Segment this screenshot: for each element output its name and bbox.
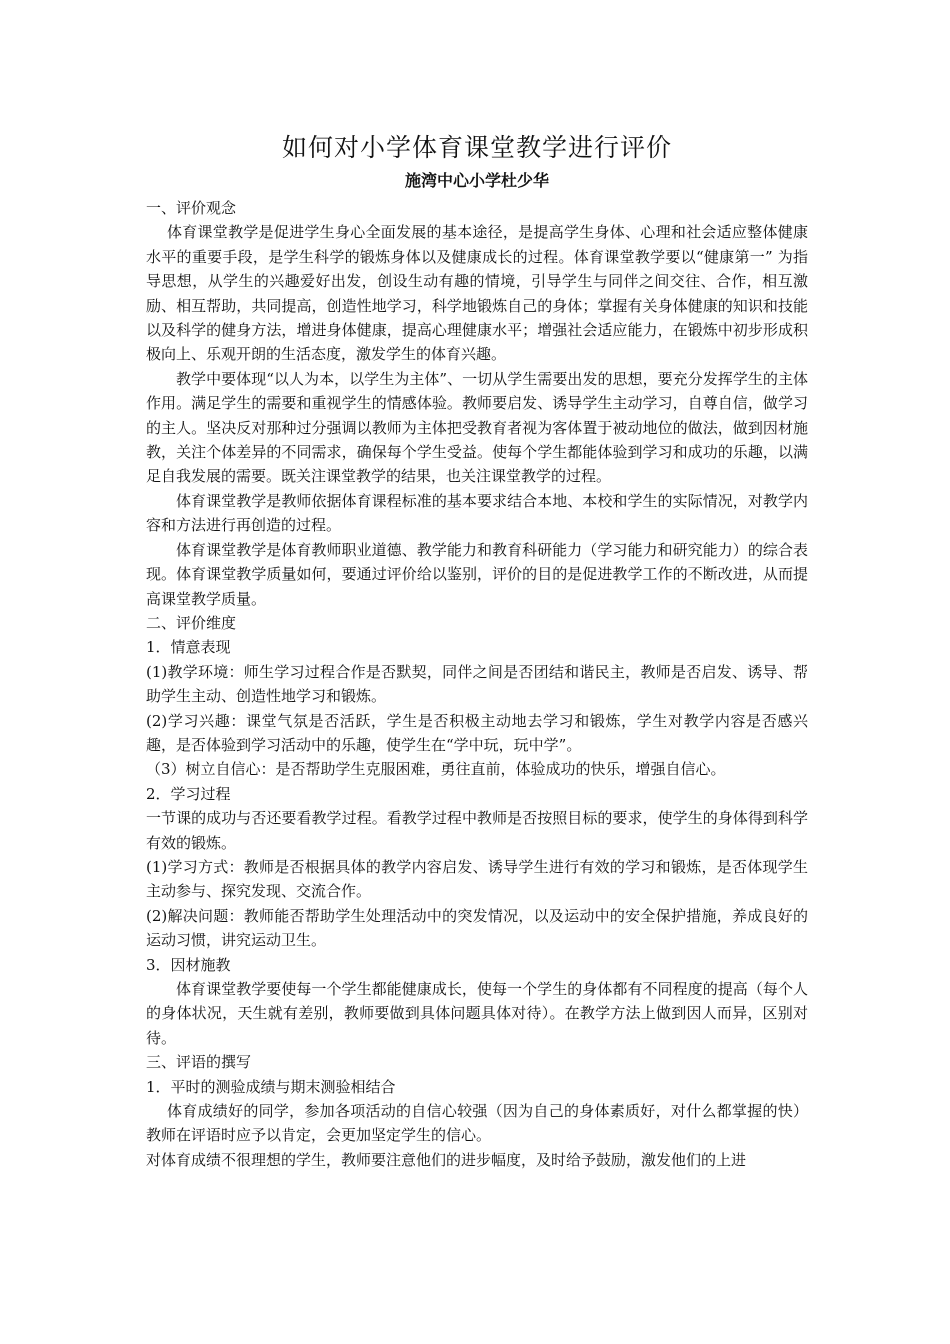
section-heading: 三、评语的撰写: [146, 1053, 252, 1072]
document-page: [146, 128, 808, 1172]
section-heading: 1．情意表现: [146, 638, 231, 657]
paragraph: 体育课堂教学是促进学生身心全面发展的基本途径，是提高学生身体、心理和社会适应整体健康水平的重要手段，是学生科学的锻炼身体以及健康成长的过程。体育课堂教学要以“健康第一” 为指导思想，从学生的兴趣爱好出发，创设生动有趣的情境，引导学生与同伴之间交往、合作，相互激励、相互帮助，共同提高，创造性地学习，科学地锻炼自己的身体；掌握有关身体健康的知识和技能以及科学的健身方法，增进身体健康，提高心理健康水平；增强社会适应能力，在锻炼中初步形成积极向上、乐观开朗的生活态度，激发学生的体育兴趣。: [146, 223, 808, 364]
paragraph: 对体育成绩不很理想的学生，教师要注意他们的进步幅度，及时给予鼓励，激发他们的上进: [146, 1150, 747, 1169]
paragraph: 一节课的成功与否还要看教学过程。看教学过程中教师是否按照目标的要求，使学生的身体得到科学有效的锻炼。: [146, 809, 808, 852]
paragraph: (1)学习方式：教师是否根据具体的教学内容启发、诱导学生进行有效的学习和锻炼，是否体现学生主动参与、探究发现、交流合作。: [146, 857, 808, 901]
document-author: 施湾中心小学杜少华: [404, 171, 549, 190]
paragraph: 教学中要体现“以人为本，以学生为主体”、一切从学生需要出发的思想，要充分发挥学生的主体作用。满足学生的需要和重视学生的情感体验。教师要启发、诱导学生主动学习，自尊自信，做学习的主人。坚决反对那种过分强调以教师为主体把受教育者视为客体置于被动地位的做法，做到因材施教，关注个体差异的不同需求，确保每个学生受益。使每个学生都能体验到学习和成功的乐趣，以满足自我发展的需要。既关注课堂教学的结果，也关注课堂教学的过程。: [146, 369, 808, 486]
paragraph: (2)学习兴趣：课堂气氛是否活跃，学生是否积极主动地去学习和锻炼，学生对教学内容是否感兴趣，是否体验到学习活动中的乐趣，使学生在“学中玩，玩中学”。: [146, 711, 808, 754]
section-heading: 3．因材施教: [146, 955, 231, 974]
section-heading: 二、评价维度: [146, 613, 237, 632]
paragraph: (2)解决问题：教师能否帮助学生处理活动中的突发情况，以及运动中的安全保护措施，养成良好的运动习惯，讲究运动卫生。: [146, 906, 808, 950]
paragraph: 体育成绩好的同学，参加各项活动的自信心较强（因为自己的身体素质好，对什么都掌握的快）教师在评语时应予以肯定，会更加坚定学生的信心。: [146, 1102, 808, 1145]
section-heading: 1．平时的测验成绩与期末测验相结合: [146, 1077, 396, 1096]
paragraph: 体育课堂教学是体育教师职业道德、教学能力和教育科研能力（学习能力和研究能力）的综合表现。体育课堂教学质量如何，要通过评价给以鉴别，评价的目的是促进教学工作的不断改进，从而提高课堂教学质量。: [146, 540, 808, 608]
section-heading: 2．学习过程: [146, 784, 231, 803]
section-heading: 一、评价观念: [146, 199, 237, 217]
document-body: [146, 196, 808, 1172]
paragraph: 体育课堂教学是教师依据体育课程标准的基本要求结合本地、本校和学生的实际情况，对教学内容和方法进行再创造的过程。: [146, 491, 808, 535]
paragraph: （3）树立自信心：是否帮助学生克服困难，勇往直前，体验成功的快乐，增强自信心。: [146, 760, 726, 779]
paragraph: 体育课堂教学要使每一个学生都能健康成长，使每一个学生的身体都有不同程度的提高（每个人的身体状况，天生就有差别，教师要做到具体问题具体对待）。在教学方法上做到因人而异，区别对待。: [146, 980, 808, 1047]
document-title: 如何对小学体育课堂教学进行评价: [281, 133, 672, 162]
paragraph: (1)教学环境：师生学习过程合作是否默契，同伴之间是否团结和谐民主，教师是否启发、诱导、帮助学生主动、创造性地学习和锻炼。: [146, 662, 808, 706]
